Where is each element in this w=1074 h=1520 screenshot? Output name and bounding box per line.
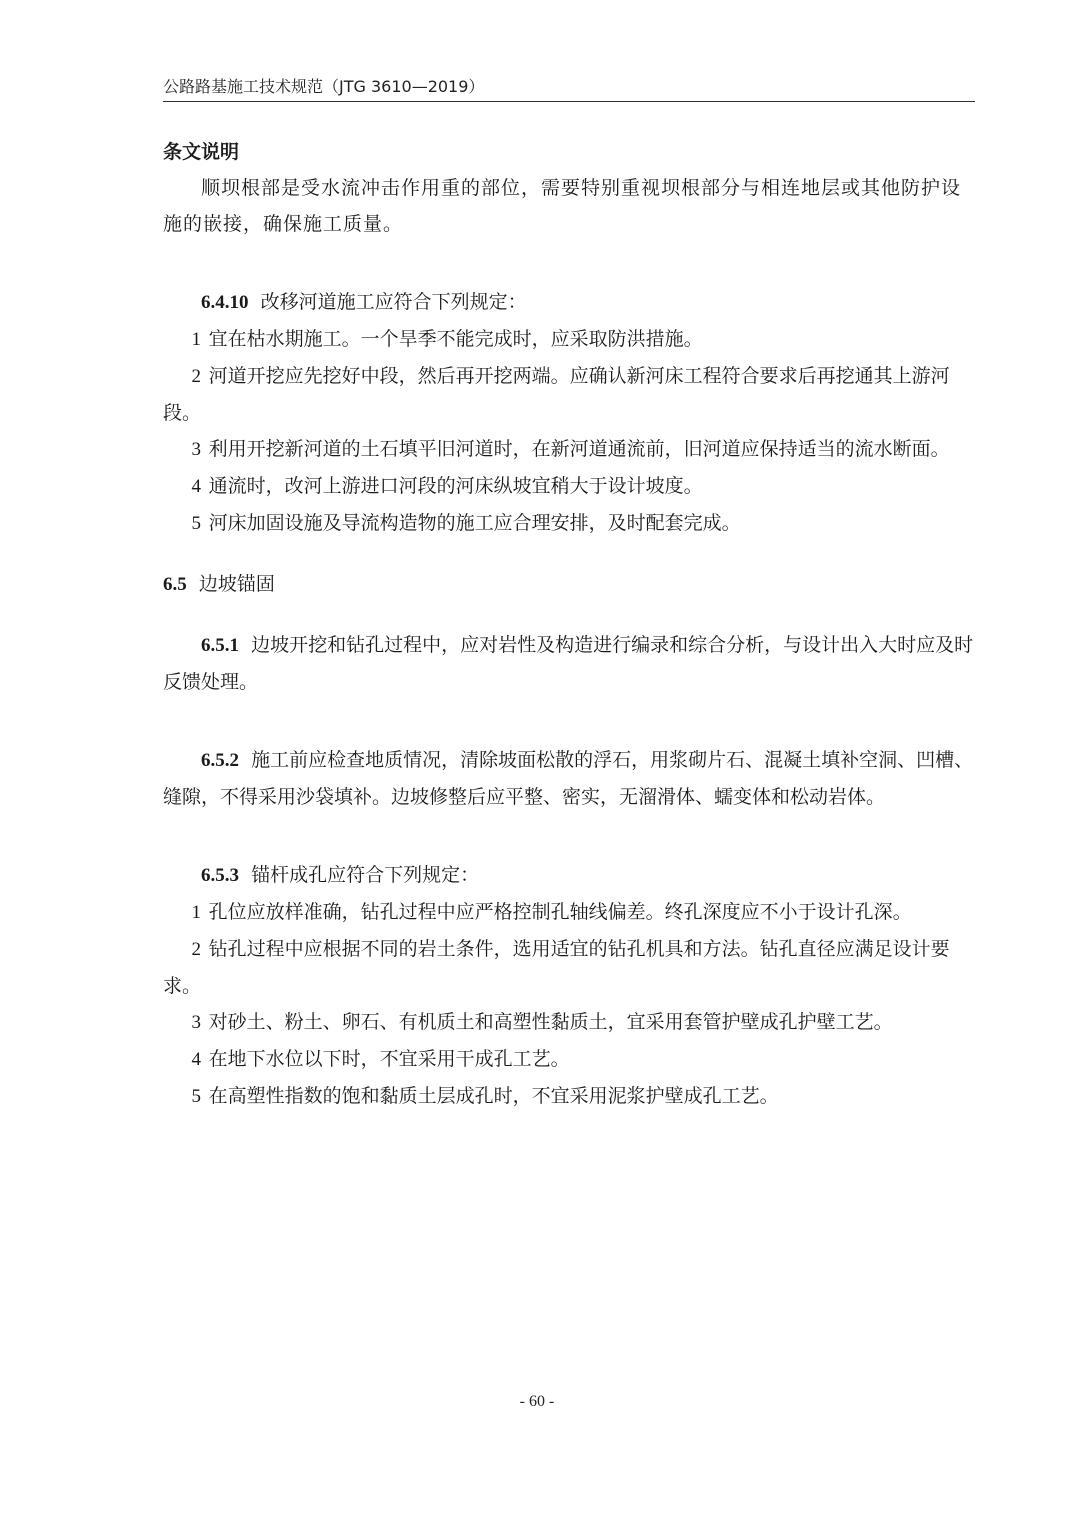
clause-number: 6.4.10 — [201, 292, 249, 313]
item-text: 河床加固设施及导流构造物的施工应合理安排，及时配套完成。 — [208, 512, 741, 534]
list-item — [163, 431, 975, 468]
list-item — [163, 1078, 975, 1115]
item-number: 3 — [191, 1012, 201, 1033]
item-number: 1 — [191, 902, 201, 923]
clause-6-5-2 — [163, 742, 975, 815]
clause-number: 6.5.3 — [201, 865, 239, 886]
running-header — [163, 76, 975, 102]
page-body — [163, 136, 975, 1115]
clause-6-4-10 — [163, 284, 975, 321]
list-item — [163, 505, 975, 542]
section-number: 6.5 — [163, 574, 187, 595]
item-text: 利用开挖新河道的土石填平旧河道时，在新河道通流前，旧河道应保持适当的流水断面。 — [208, 438, 950, 460]
item-text: 河道开挖应先挖好中段，然后再开挖两端。应确认新河床工程符合要求后再挖通其上游河段。 — [163, 365, 950, 424]
clause-number: 6.5.1 — [201, 635, 239, 656]
clause-intro: 改移河道施工应符合下列规定： — [260, 291, 527, 313]
clause-text: 施工前应检查地质情况，清除坡面松散的浮石，用浆砌片石、混凝土填补空洞、凹槽、缝隙，不得采用沙袋填补。边坡修整后应平整、密实，无溜滑体、蠕变体和松动岩体。 — [163, 749, 974, 808]
item-number: 1 — [191, 329, 201, 350]
item-number: 5 — [191, 1086, 201, 1107]
running-header-title: 公路路基施工技术规范（JTG 3610—2019） — [163, 77, 485, 96]
explanatory-note-text: 顺坝根部是受水流冲击作用重的部位，需要特别重视坝根部分与相连地层或其他防护设施的嵌接，确保施工质量。 — [163, 177, 962, 235]
explanatory-note-title: 条文说明 — [163, 141, 240, 163]
clause-6-5-3 — [163, 857, 975, 894]
item-number: 2 — [191, 366, 201, 387]
item-text: 在地下水位以下时，不宜采用干成孔工艺。 — [208, 1048, 570, 1070]
list-item — [163, 358, 975, 431]
list-item — [163, 1041, 975, 1078]
clause-number: 6.5.2 — [201, 750, 239, 771]
item-number: 3 — [191, 439, 201, 460]
list-item — [163, 468, 975, 505]
clause-6-5-1 — [163, 627, 975, 700]
list-item — [163, 1004, 975, 1041]
item-text: 在高塑性指数的饱和黏质土层成孔时，不宜采用泥浆护壁成孔工艺。 — [208, 1085, 779, 1107]
clause-intro: 锚杆成孔应符合下列规定： — [251, 864, 480, 886]
item-text: 通流时，改河上游进口河段的河床纵坡宜稍大于设计坡度。 — [208, 475, 703, 497]
item-number: 4 — [191, 476, 201, 497]
item-number: 5 — [191, 513, 201, 534]
item-text: 钻孔过程中应根据不同的岩土条件，选用适宜的钻孔机具和方法。钻孔直径应满足设计要求。 — [163, 938, 950, 997]
list-item — [163, 931, 975, 1004]
item-text: 宜在枯水期施工。一个旱季不能完成时，应采取防洪措施。 — [208, 328, 703, 350]
list-item — [163, 321, 975, 358]
item-number: 2 — [191, 939, 201, 960]
clause-text: 边坡开挖和钻孔过程中，应对岩性及构造进行编录和综合分析，与设计出入大时应及时反馈处理。 — [163, 634, 974, 693]
section-heading-6-5 — [163, 568, 975, 601]
page-number: - 60 - — [519, 1393, 555, 1410]
list-item — [163, 894, 975, 931]
section-title: 边坡锚固 — [198, 573, 275, 595]
item-text: 孔位应放样准确，钻孔过程中应严格控制孔轴线偏差。终孔深度应不小于设计孔深。 — [208, 901, 912, 923]
item-text: 对砂土、粉土、卵石、有机质土和高塑性黏质土，宜采用套管护壁成孔护壁工艺。 — [208, 1011, 893, 1033]
item-number: 4 — [191, 1049, 201, 1070]
